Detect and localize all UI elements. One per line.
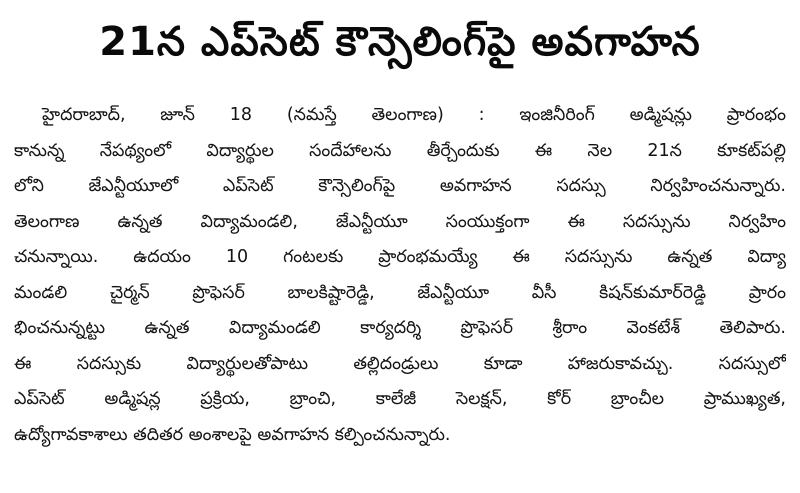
article-line-4: తెలంగాణ ఉన్నత విద్యామండలి, జేఎన్టీయూ సంయుక్తంగా ఈ సదస్సును నిర్వహిం: [14, 211, 786, 232]
article-line-2: కానున్న నేపథ్యంలో విద్యార్థుల సందేహాలను తీర్చేందుకు ఈ నెల 21న కూకట్‌పల్లి: [14, 140, 786, 161]
article-line-6: మండలి చైర్మన్ ప్రొఫెసర్ బాలకిష్టారెడ్డి, జేఎన్టీయూ వీసీ కిషన్‌కుమార్‌రెడ్డి ప్రారం: [14, 282, 786, 303]
article-line-1: హైదరాబాద్, జూన్ 18 (నమస్తే తెలంగాణ) : ఇంజినీరింగ్ అడ్మిషన్లు ప్రారంభం: [42, 105, 786, 125]
article-line-9: ఎప్‌సెట్ అడ్మిషన్ల ప్రక్రియ, బ్రాంచి, కాలేజీ సెలక్షన్, కోర్ బ్రాంచీల ప్రాముఖ్యత,: [14, 389, 786, 409]
article-body: [14, 98, 786, 453]
article-line-10: ఉద్యోగావకాశాలు తదితర అంశాలపై అవగాహన కల్పించనున్నారు.: [14, 424, 451, 445]
article-line-3: లోని జేఎన్టీయూలో ఎప్‌సెట్ కౌన్సెలింగ్‌పై అవగాహన సదస్సు నిర్వహించనున్నారు.: [14, 176, 786, 196]
article-line-8: ఈ సదస్సుకు విద్యార్థులతోపాటు తల్లిదండ్రులు కూడా హాజరుకావచ్చు. సదస్సులో: [14, 353, 786, 374]
article-line-7: భించనున్నట్టు ఉన్నత విద్యామండలి కార్యదర్శి ప్రొఫెసర్ శ్రీరాం వెంకటేశ్ తెలిపారు.: [14, 318, 786, 338]
article-line-5: చనున్నాయి. ఉదయం 10 గంటలకు ప్రారంభమయ్యే ఈ సదస్సును ఉన్నత విద్యా: [14, 247, 786, 267]
headline: 21న ఎప్‌సెట్ కౌన్సెలింగ్‌పై అవగాహన: [99, 19, 701, 65]
